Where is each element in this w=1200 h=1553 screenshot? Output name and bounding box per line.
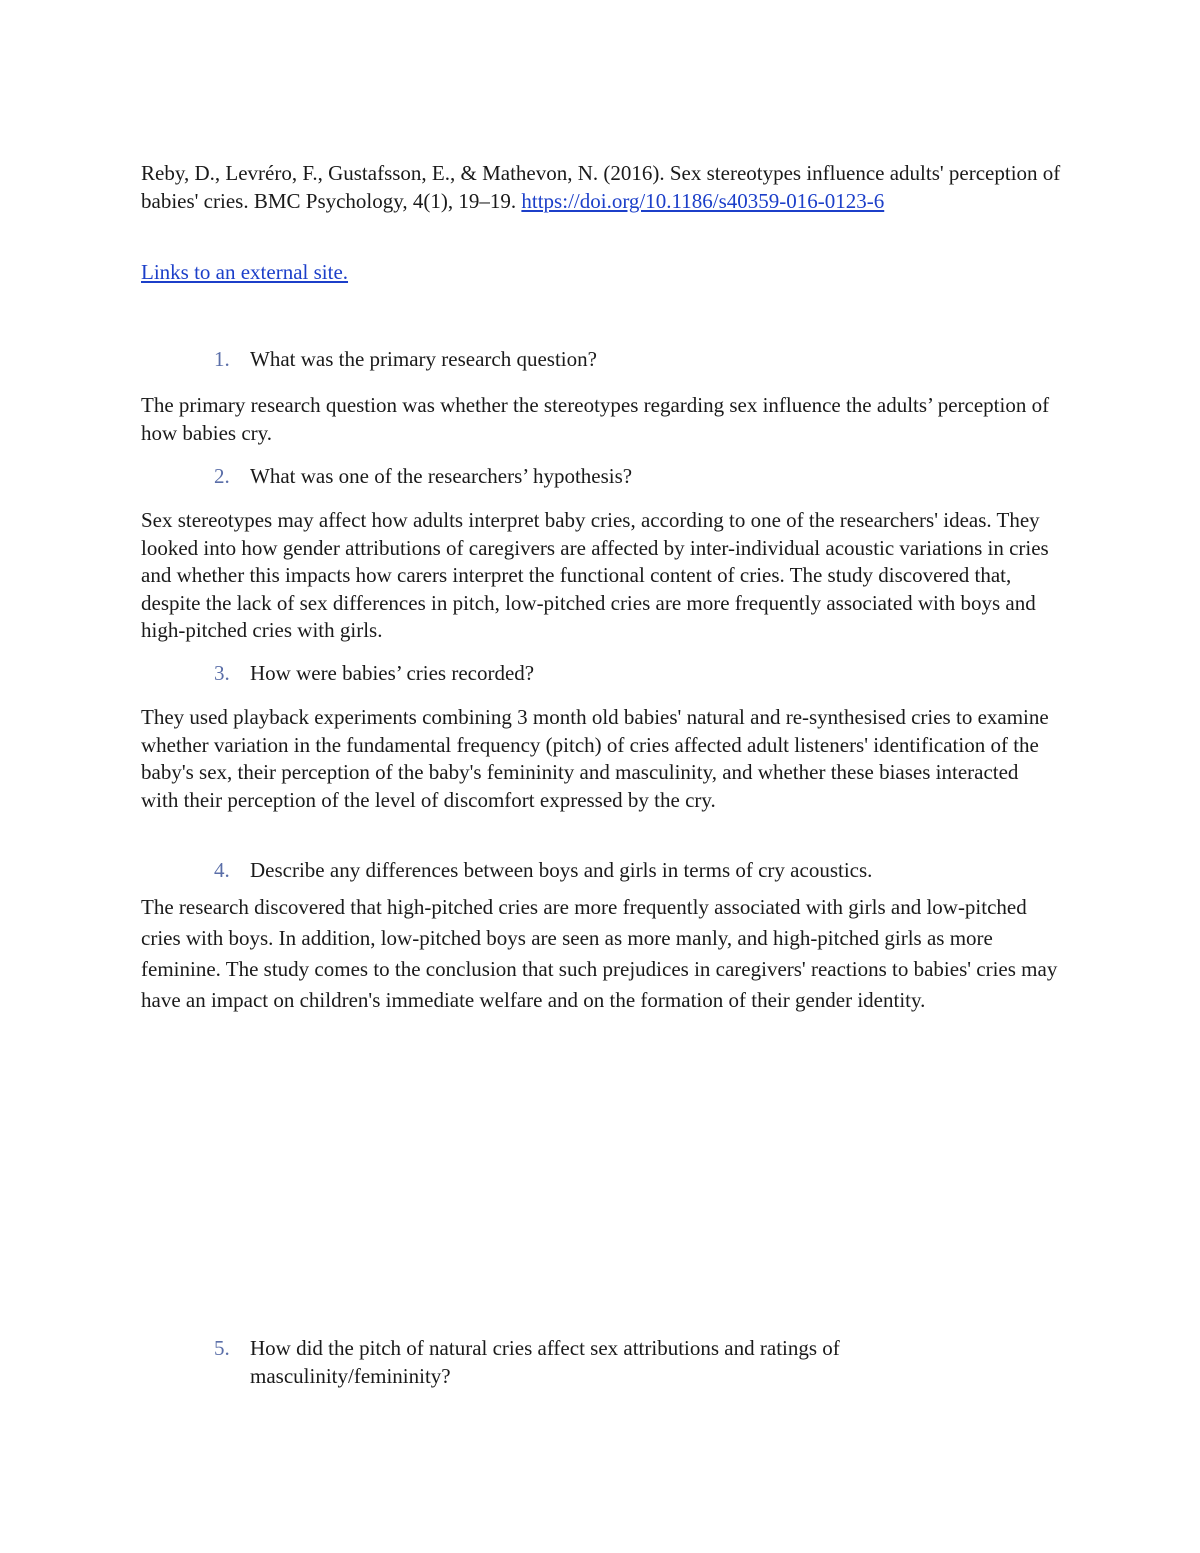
citation-text: Reby, D., Levréro, F., Gustafsson, E., & Mathevon, N. (2016). Sex stereotypes influence adults' perception of babies' cries. BMC Psychology, 4(1), 19–19. — [141, 161, 1061, 213]
answer-2: Sex stereotypes may affect how adults interpret baby cries, according to one of the researchers' ideas. They looked into how gender attributions of caregivers are affected by inter-individual acoustic variations in cries and whether this impacts how carers interpret the functional content of cries. The study discovered that, despite the lack of sex differences in pitch, low-pitched cries are more frequently associated with boys and high-pitched cries with girls. — [141, 508, 1049, 642]
question-number: 4. — [214, 858, 230, 882]
question-text: What was one of the researchers’ hypothesis? — [250, 464, 633, 488]
external-site-link[interactable]: Links to an external site. — [141, 260, 349, 284]
answer-4: The research discovered that high-pitched cries are more frequently associated with girls and low-pitched cries with boys. In addition, low-pitched boys are seen as more manly, and high-pitched girls as more feminine. The study comes to the conclusion that such prejudices in caregivers' reactions to babies' cries may have an impact on children's immediate welfare and on the formation of their gender identity. — [141, 895, 1058, 1012]
question-number: 1. — [214, 347, 230, 371]
question-5 — [214, 1335, 974, 1390]
question-text: How were babies’ cries recorded? — [250, 661, 535, 685]
answer-3: They used playback experiments combining 3 month old babies' natural and re-synthesised cries to examine whether variation in the fundamental frequency (pitch) of cries affected adult listeners' identification of the baby's sex, their perception of the baby's femininity and masculinity, and whether these biases interacted with their perception of the level of discomfort expressed by the cry. — [141, 705, 1049, 812]
question-text: How did the pitch of natural cries affect sex attributions and ratings of masculinity/femininity? — [250, 1336, 840, 1388]
question-text: What was the primary research question? — [250, 347, 597, 371]
external-link-paragraph — [141, 259, 1061, 287]
question-number: 3. — [214, 661, 230, 685]
citation — [141, 160, 1061, 215]
question-number: 5. — [214, 1336, 230, 1360]
question-number: 2. — [214, 464, 230, 488]
answer-1: The primary research question was whether the stereotypes regarding sex influence the adults’ perception of how babies cry. — [141, 393, 1050, 445]
doi-link[interactable]: https://doi.org/10.1186/s40359-016-0123-6 — [521, 188, 885, 213]
question-text: Describe any differences between boys and girls in terms of cry acoustics. — [250, 858, 873, 882]
